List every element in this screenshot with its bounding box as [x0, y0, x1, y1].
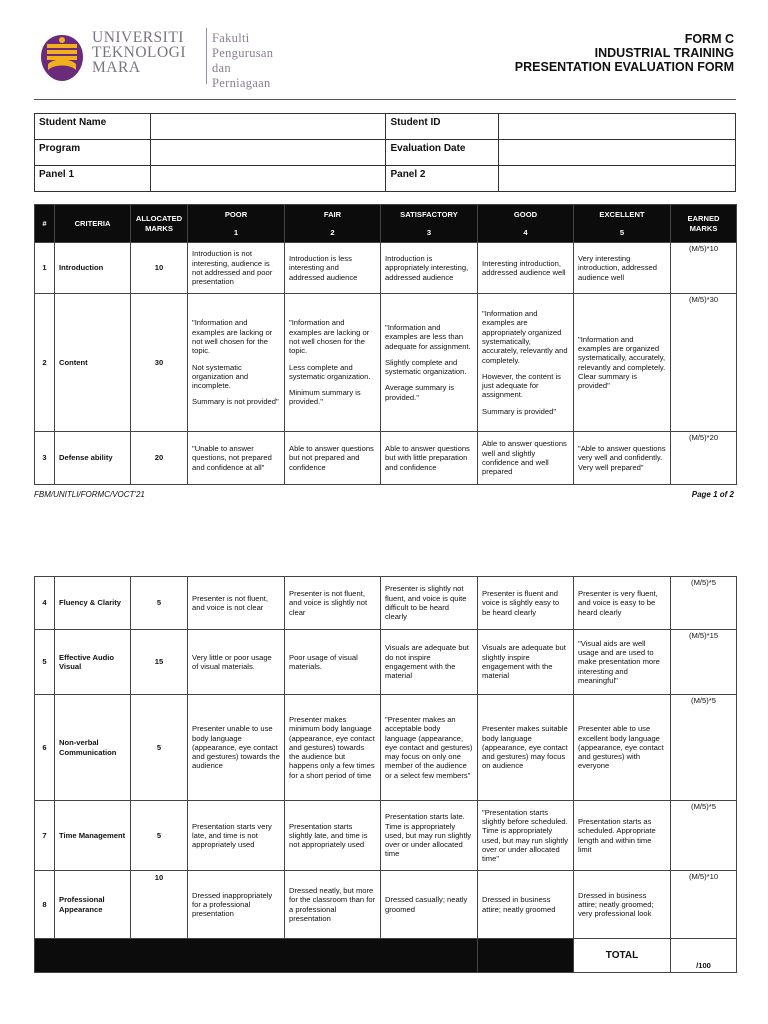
program-label: Program — [35, 140, 151, 166]
university-name — [92, 30, 186, 75]
satisfactory-descriptor: Able to answer questions but with little preparation and confidence — [381, 432, 478, 485]
row-criteria: Content — [55, 294, 131, 432]
descriptor-paragraph: Not systematic organization and incomplete. — [192, 362, 249, 391]
row-criteria: Time Management — [55, 801, 131, 871]
row-criteria: Fluency & Clarity — [55, 577, 131, 630]
earned-marks-field[interactable]: (M/5)*5 — [671, 577, 737, 630]
col-satisfactory — [381, 205, 478, 243]
earned-marks-field[interactable]: (M/5)*10 — [671, 243, 737, 294]
good-descriptor: Dressed in business attire; neatly groomed — [478, 871, 574, 939]
uitm-logo — [36, 28, 276, 88]
table-row — [35, 871, 737, 939]
poor-descriptor: "Unable to answer questions, not prepared and confidence at all" — [188, 432, 285, 485]
satisfactory-descriptor: Presenter is slightly not fluent, and voice is quite difficult to be heard clearly — [381, 577, 478, 630]
total-row-blank — [478, 939, 574, 973]
satisfactory-descriptor — [381, 294, 478, 432]
row-number: 2 — [35, 294, 55, 432]
row-criteria: Non-verbal Communication — [55, 695, 131, 801]
earned-marks-field[interactable]: (M/5)*5 — [671, 695, 737, 801]
good-descriptor: Visuals are adequate but slightly inspire engagement with the material — [478, 630, 574, 695]
row-allocated-marks: 5 — [131, 801, 188, 871]
university-crest-icon — [36, 32, 88, 84]
poor-descriptor: Presenter is not fluent, and voice is not clear — [188, 577, 285, 630]
student-id-label: Student ID — [386, 114, 499, 140]
fair-descriptor: Presentation starts slightly late, and time is not appropriately used — [285, 801, 381, 871]
poor-descriptor — [188, 294, 285, 432]
student-id-field[interactable] — [499, 114, 736, 140]
row-number: 7 — [35, 801, 55, 871]
excellent-score: 5 — [619, 228, 625, 237]
descriptor-paragraph: Summary is not provided" — [192, 397, 279, 407]
descriptor-paragraph: However, the content is just adequate for assignment. — [482, 371, 561, 400]
faculty-line2: Pengurusan — [212, 46, 274, 60]
fair-descriptor: Poor usage of visual materials. — [285, 630, 381, 695]
good-descriptor: Interesting introduction, addressed audience well — [478, 243, 574, 294]
row-allocated-marks: 15 — [131, 630, 188, 695]
total-row-blank — [35, 939, 478, 973]
earned-marks-field[interactable]: (M/5)*15 — [671, 630, 737, 695]
descriptor-paragraph: "Information and examples are less than adequate for assignment. — [385, 322, 471, 351]
col-number: # — [35, 205, 55, 243]
row-number: 1 — [35, 243, 55, 294]
earned-marks-field[interactable]: (M/5)*5 — [671, 801, 737, 871]
descriptor-paragraph: Minimum summary is provided." — [289, 388, 361, 407]
poor-descriptor: Introduction is not interesting, audience is not addressed and poor presentation — [188, 243, 285, 294]
fair-descriptor — [285, 294, 381, 432]
poor-descriptor: Dressed inappropriately for a professional presentation — [188, 871, 285, 939]
good-label: GOOD — [513, 209, 538, 219]
row-number: 6 — [35, 695, 55, 801]
col-fair — [285, 205, 381, 243]
earned-marks-field[interactable]: (M/5)*30 — [671, 294, 737, 432]
col-allocated-marks: ALLOCATED MARKS — [131, 205, 188, 243]
good-descriptor: Able to answer questions well and slightly confidence and well prepared — [478, 432, 574, 485]
row-criteria: Effective Audio Visual — [55, 630, 131, 695]
row-allocated-marks: 5 — [131, 577, 188, 630]
total-label: TOTAL — [574, 939, 671, 973]
student-name-label: Student Name — [35, 114, 151, 140]
program-field[interactable] — [150, 140, 386, 166]
descriptor-paragraph: Summary is provided" — [482, 406, 557, 416]
university-name-line2: TEKNOLOGI — [92, 44, 187, 61]
col-earned-marks: EARNED MARKS — [671, 205, 737, 243]
excellent-descriptor: Presentation starts as scheduled. Appropriate length and within time limit — [574, 801, 671, 871]
row-criteria: Professional Appearance — [55, 871, 131, 939]
good-descriptor: Presenter is fluent and voice is slightly easy to be heard clearly — [478, 577, 574, 630]
descriptor-paragraph: "Information and examples are lacking or not well chosen for the topic. — [192, 318, 273, 356]
row-allocated-marks: 10 — [131, 871, 188, 939]
poor-descriptor: Very little or poor usage of visual materials. — [188, 630, 285, 695]
table-row — [35, 695, 737, 801]
panel1-field[interactable] — [150, 166, 386, 192]
excellent-label: EXCELLENT — [599, 209, 645, 219]
header-divider — [34, 99, 736, 100]
satisfactory-score: 3 — [426, 228, 432, 237]
panel1-label: Panel 1 — [35, 166, 151, 192]
table-row — [35, 294, 737, 432]
table-row — [35, 577, 737, 630]
row-criteria: Defense ability — [55, 432, 131, 485]
evaluation-date-field[interactable] — [499, 140, 736, 166]
excellent-descriptor: Presenter able to use excellent body language (appearance, eye contact and gestures) with everyone — [574, 695, 671, 801]
satisfactory-descriptor: "Presenter makes an acceptable body language (appearance, eye contact and gestures) may focus on only one member of the audience or a select few members" — [381, 695, 478, 801]
poor-descriptor: Presenter unable to use body language (appearance, eye contact and gestures) towards the audience — [188, 695, 285, 801]
fair-descriptor: Presenter makes minimum body language (appearance, eye contact and gestures) towards the audience but happens only a few times for a short period of time — [285, 695, 381, 801]
poor-descriptor: Presentation starts very late, and time is not appropriately used — [188, 801, 285, 871]
table-row — [35, 243, 737, 294]
earned-marks-field[interactable]: (M/5)*20 — [671, 432, 737, 485]
total-row — [35, 939, 737, 973]
university-name-line3: MARA — [92, 59, 141, 76]
row-allocated-marks: 30 — [131, 294, 188, 432]
row-number: 4 — [35, 577, 55, 630]
student-info-table — [34, 113, 736, 192]
logo-divider — [206, 28, 207, 84]
table-row — [35, 801, 737, 871]
total-marks-field[interactable]: /100 — [671, 939, 737, 973]
student-name-field[interactable] — [150, 114, 386, 140]
satisfactory-descriptor: Dressed casually; neatly groomed — [381, 871, 478, 939]
excellent-descriptor: Dressed in business attire; neatly groomed; very professional look — [574, 871, 671, 939]
fair-score: 2 — [330, 228, 335, 237]
excellent-descriptor: "Information and examples are organized systematically, accurately, relevantly and completely. Clear summary is provided" — [574, 294, 671, 432]
panel2-field[interactable] — [499, 166, 736, 192]
descriptor-paragraph: Less complete and systematic organization. — [289, 362, 371, 381]
col-criteria: CRITERIA — [55, 205, 131, 243]
rubric-table-page1 — [34, 204, 737, 485]
fair-label: FAIR — [323, 209, 342, 219]
form-code: FORM C — [684, 32, 734, 46]
excellent-descriptor: "Able to answer questions very well and confidently. Very well prepared" — [574, 432, 671, 485]
page-number: Page 1 of 2 — [691, 490, 734, 499]
row-allocated-marks: 20 — [131, 432, 188, 485]
faculty-name — [212, 31, 276, 91]
row-number: 8 — [35, 871, 55, 939]
form-name: PRESENTATION EVALUATION FORM — [514, 60, 734, 74]
col-poor — [188, 205, 285, 243]
table-row — [35, 630, 737, 695]
form-code-footer: FBM/UNITLI/FORMC/VOCT'21 — [34, 490, 145, 499]
poor-label: POOR — [224, 209, 248, 219]
rubric-table-page2 — [34, 576, 737, 973]
faculty-line3: dan Perniagaan — [212, 61, 271, 90]
faculty-line1: Fakulti — [212, 31, 250, 45]
descriptor-paragraph: "Information and examples are lacking or not well chosen for the topic. — [289, 318, 370, 356]
fair-descriptor: Introduction is less interesting and addressed audience — [285, 243, 381, 294]
satisfactory-label: SATISFACTORY — [400, 209, 458, 219]
poor-score: 1 — [233, 228, 239, 237]
row-criteria: Introduction — [55, 243, 131, 294]
university-name-line1: UNIVERSITI — [92, 29, 184, 46]
excellent-descriptor: Very interesting introduction, addressed audience well — [574, 243, 671, 294]
excellent-descriptor: "Visual aids are well usage and are used to make presentation more interesting and meaningful" — [574, 630, 671, 695]
good-descriptor — [478, 294, 574, 432]
evaluation-date-label: Evaluation Date — [386, 140, 499, 166]
good-descriptor: Presenter makes suitable body language (appearance, eye contact and gestures) may focus on audience — [478, 695, 574, 801]
table-row — [35, 432, 737, 485]
descriptor-paragraph: Slightly complete and systematic organization. — [385, 357, 467, 377]
satisfactory-descriptor: Introduction is appropriately interesting, addressed audience — [381, 243, 478, 294]
good-descriptor: "Presentation starts slightly before scheduled. Time is appropriately used, but may run slightly over or under allocated time" — [478, 801, 574, 871]
form-title — [515, 32, 734, 74]
form-subtitle: INDUSTRIAL TRAINING — [594, 46, 734, 60]
descriptor-paragraph: Average summary is provided." — [385, 383, 455, 402]
panel2-label: Panel 2 — [386, 166, 499, 192]
row-allocated-marks: 5 — [131, 695, 188, 801]
col-excellent — [574, 205, 671, 243]
col-good — [478, 205, 574, 243]
fair-descriptor: Dressed neatly, but more for the classroom than for a professional presentation — [285, 871, 381, 939]
descriptor-paragraph: "Information and examples are appropriately organized systematically, accurately, relevantly and completely. — [482, 309, 568, 365]
fair-descriptor: Presenter is not fluent, and voice is slightly not clear — [285, 577, 381, 630]
row-number: 5 — [35, 630, 55, 695]
fair-descriptor: Able to answer questions but not prepared and confidence — [285, 432, 381, 485]
good-score: 4 — [523, 228, 528, 237]
excellent-descriptor: Presenter is very fluent, and voice is easy to be heard clearly — [574, 577, 671, 630]
row-number: 3 — [35, 432, 55, 485]
satisfactory-descriptor: Visuals are adequate but do not inspire engagement with the material — [381, 630, 478, 695]
satisfactory-descriptor: Presentation starts late. Time is appropriately used, but may run slightly over or under allocated time — [381, 801, 478, 871]
earned-marks-field[interactable]: (M/5)*10 — [671, 871, 737, 939]
row-allocated-marks: 10 — [131, 243, 188, 294]
